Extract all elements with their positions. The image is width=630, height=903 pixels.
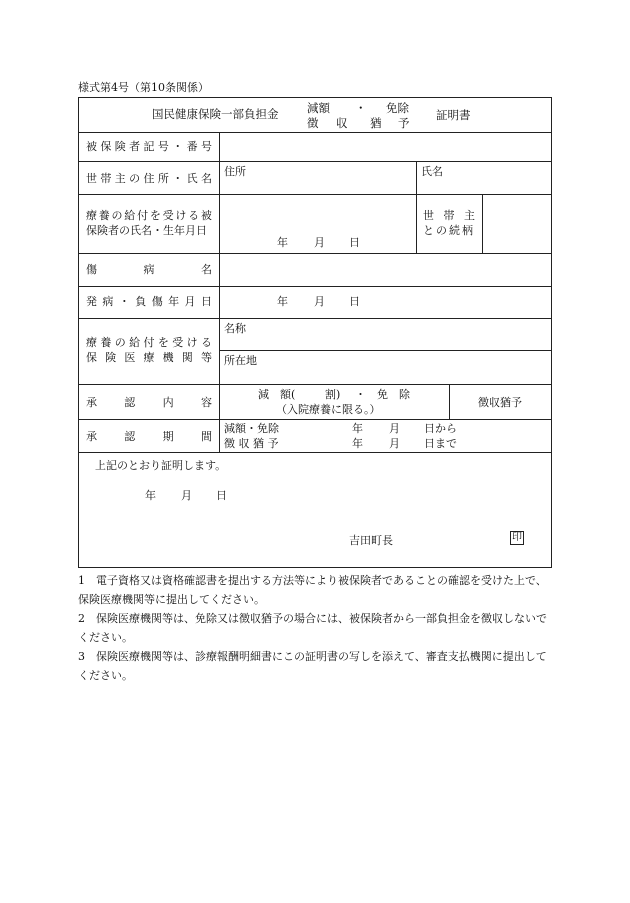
cert-day-label: 日 xyxy=(216,489,227,502)
row-divider xyxy=(78,452,552,453)
period-type-deferral: 徴 収 猶 予 xyxy=(224,437,279,450)
column-divider xyxy=(482,194,483,253)
label-recipient-line1: 療 養 の 給 付 を 受 け る 被 xyxy=(86,209,212,222)
birth-year-label: 年 xyxy=(277,236,288,249)
period-from-month: 月 xyxy=(389,422,400,435)
period-to-month: 月 xyxy=(389,437,400,450)
header-deferral-char: 猶 xyxy=(370,116,382,130)
label-relation-line2: との続柄 xyxy=(423,224,475,237)
cert-year-label: 年 xyxy=(145,489,156,502)
note-number: 2 xyxy=(78,612,85,625)
row-divider xyxy=(78,161,552,162)
birth-day-label: 日 xyxy=(349,236,360,249)
seal-box xyxy=(510,531,524,545)
header-deferral-char: 収 xyxy=(336,116,348,130)
column-divider xyxy=(219,132,220,452)
label-approval-content: 承 認 内 容 xyxy=(86,396,212,409)
note-item xyxy=(78,609,552,647)
cert-month-label: 月 xyxy=(181,489,192,502)
issuer-name: 吉田町長 xyxy=(349,534,393,547)
label-institution-line1: 療 養 の 給 付 を 受 け る xyxy=(86,336,212,349)
period-from-year: 年 xyxy=(352,422,363,435)
label-approval-period: 承 認 期 間 xyxy=(86,430,212,443)
label-householder: 世 帯 主 の 住 所 ・ 氏 名 xyxy=(86,172,212,185)
reduction-option-b: 割) xyxy=(325,388,341,401)
onset-year-label: 年 xyxy=(277,295,288,308)
column-divider xyxy=(416,161,417,253)
row-divider xyxy=(78,286,552,287)
institution-name-label: 名称 xyxy=(224,322,246,335)
onset-month-label: 月 xyxy=(314,295,325,308)
note-text: 保険医療機関等は、診療報酬明細書にこの証明書の写しを添えて、審査支払機関に提出してください。 xyxy=(78,650,547,682)
address-field-label: 住所 xyxy=(224,165,246,178)
label-recipient-line2: 保険者の氏名・生年月日 xyxy=(86,224,207,237)
label-relation-line1: 世 帯 主 xyxy=(423,209,475,222)
period-from-day: 日から xyxy=(424,422,457,435)
header-deferral-char: 予 xyxy=(398,116,410,130)
row-divider xyxy=(78,253,552,254)
reduction-option-a: 減 額( xyxy=(258,388,296,401)
form-title-right: 証明書 xyxy=(436,108,471,122)
note-item xyxy=(78,647,552,685)
onset-day-label: 日 xyxy=(349,295,360,308)
label-disease: 傷 病 名 xyxy=(86,263,212,276)
seal-mark: 印 xyxy=(512,532,522,543)
name-field-label: 氏名 xyxy=(421,165,443,178)
row-divider xyxy=(219,350,552,351)
reduction-option-c: ・ 免 除 xyxy=(355,388,410,401)
row-divider xyxy=(78,132,552,133)
row-divider xyxy=(78,194,552,195)
note-number: 3 xyxy=(78,650,85,663)
form-code: 様式第4号（第10条関係） xyxy=(78,81,209,94)
label-onset: 発 病 ・ 負 傷 年 月 日 xyxy=(86,295,212,308)
certification-statement: 上記のとおり証明します。 xyxy=(95,459,227,472)
row-divider xyxy=(78,318,552,319)
note-item xyxy=(78,571,552,609)
row-divider xyxy=(78,419,552,420)
note-text: 保険医療機関等は、免除又は徴収猶予の場合には、被保険者から一部負担金を徴収しないでください。 xyxy=(78,612,547,644)
note-number: 1 xyxy=(78,574,85,587)
row-divider xyxy=(78,384,552,385)
header-reduction: 減額 xyxy=(307,101,330,115)
period-to-year: 年 xyxy=(352,437,363,450)
institution-address-label: 所在地 xyxy=(224,354,257,367)
form-title-left: 国民健康保険一部負担金 xyxy=(152,107,279,121)
birth-month-label: 月 xyxy=(314,236,325,249)
note-text: 電子資格又は資格確認書を提出する方法等により被保険者であることの確認を受けた上で、保険医療機関等に提出してください。 xyxy=(78,574,547,606)
header-dot: ・ xyxy=(355,101,367,115)
column-divider xyxy=(449,384,450,419)
reduction-note: （入院療養に限る。） xyxy=(276,403,381,416)
period-type-reduction: 減額・免除 xyxy=(224,422,279,435)
deferral-option: 徴収猶予 xyxy=(478,396,522,409)
header-deferral-char: 徴 xyxy=(307,116,319,130)
label-insured-id: 被 保 険 者 記 号 ・ 番 号 xyxy=(86,140,212,153)
header-exemption: 免除 xyxy=(386,101,409,115)
period-to-day: 日まで xyxy=(424,437,457,450)
label-institution-line2: 保 険 医 療 機 関 等 xyxy=(86,351,212,364)
